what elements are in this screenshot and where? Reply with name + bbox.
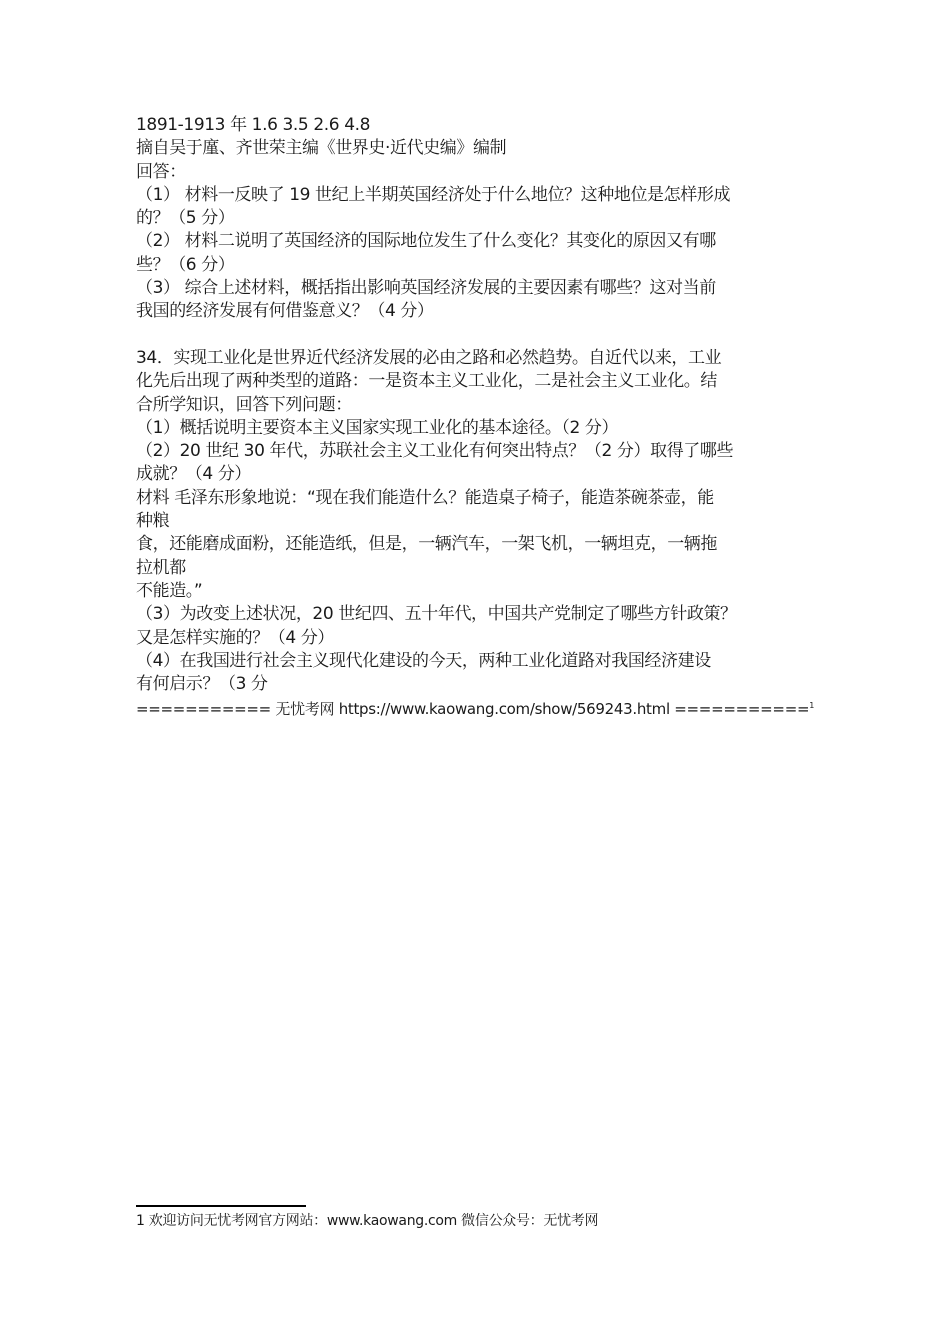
text-line: 成就？（4 分） (136, 464, 252, 485)
text-line: （4）在我国进行社会主义现代化建设的今天，两种工业化道路对我国经济建设 (136, 650, 711, 671)
text-line: 拉机都 (136, 557, 186, 578)
text-line: 34．实现工业化是世界近代经济发展的必由之路和必然趋势。自近代以来，工业 (136, 347, 722, 368)
separator-text: =========== 无忧考网 https://www.kaowang.com/show/569243.html =========== (136, 700, 810, 719)
text-line: （3） 综合上述材料，概括指出影响英国经济发展的主要因素有哪些？这对当前 (136, 278, 716, 299)
text-line: 材料 毛泽东形象地说：“现在我们能造什么？能造桌子椅子，能造茶碗茶壶，能 (136, 487, 714, 508)
text-line: 摘自吴于廑、齐世荣主编《世界史·近代史编》编制 (136, 138, 507, 159)
text-line: 回答： (136, 161, 186, 182)
text-line: （3）为改变上述状况，20 世纪四、五十年代，中国共产党制定了哪些方针政策？ (136, 604, 737, 625)
text-line: （1） 材料一反映了 19 世纪上半期英国经济处于什么地位？这种地位是怎样形成 (136, 184, 731, 205)
text-line: 我国的经济发展有何借鉴意义？（4 分） (136, 301, 434, 322)
text-line: 有何启示？（3 分 (136, 674, 268, 695)
text-line: 种粮 (136, 511, 170, 532)
text-line: 合所学知识，回答下列问题： (136, 394, 352, 415)
text-line: 食，还能磨成面粉，还能造纸，但是，一辆汽车，一架飞机，一辆坦克，一辆拖 (136, 534, 717, 555)
text-line: 些？（6 分） (136, 254, 235, 275)
text-line: （2）20 世纪 30 年代，苏联社会主义工业化有何突出特点？（2 分）取得了哪些 (136, 441, 734, 462)
text-line: （2） 材料二说明了英国经济的国际地位发生了什么变化？其变化的原因又有哪 (136, 231, 716, 252)
footnote-divider (136, 1205, 306, 1207)
text-line: 化先后出现了两种类型的道路：一是资本主义工业化，二是社会主义工业化。结 (136, 371, 717, 392)
text-line: 不能造。” (136, 580, 203, 601)
blank-line (136, 324, 816, 347)
footnote-mark: 1 (809, 701, 815, 711)
footnote: 1 欢迎访问无忧考网官方网站：www.kaowang.com 微信公众号：无忧考网 (136, 1213, 599, 1229)
text-line: （1）概括说明主要资本主义国家实现工业化的基本途径。（2 分） (136, 417, 619, 438)
text-line: 的？（5 分） (136, 208, 235, 229)
text-line: 又是怎样实施的？（4 分） (136, 627, 335, 648)
text-line: 1891-1913 年 1.6 3.5 2.6 4.8 (136, 115, 371, 135)
document-body (136, 114, 816, 719)
separator-line (136, 696, 816, 719)
